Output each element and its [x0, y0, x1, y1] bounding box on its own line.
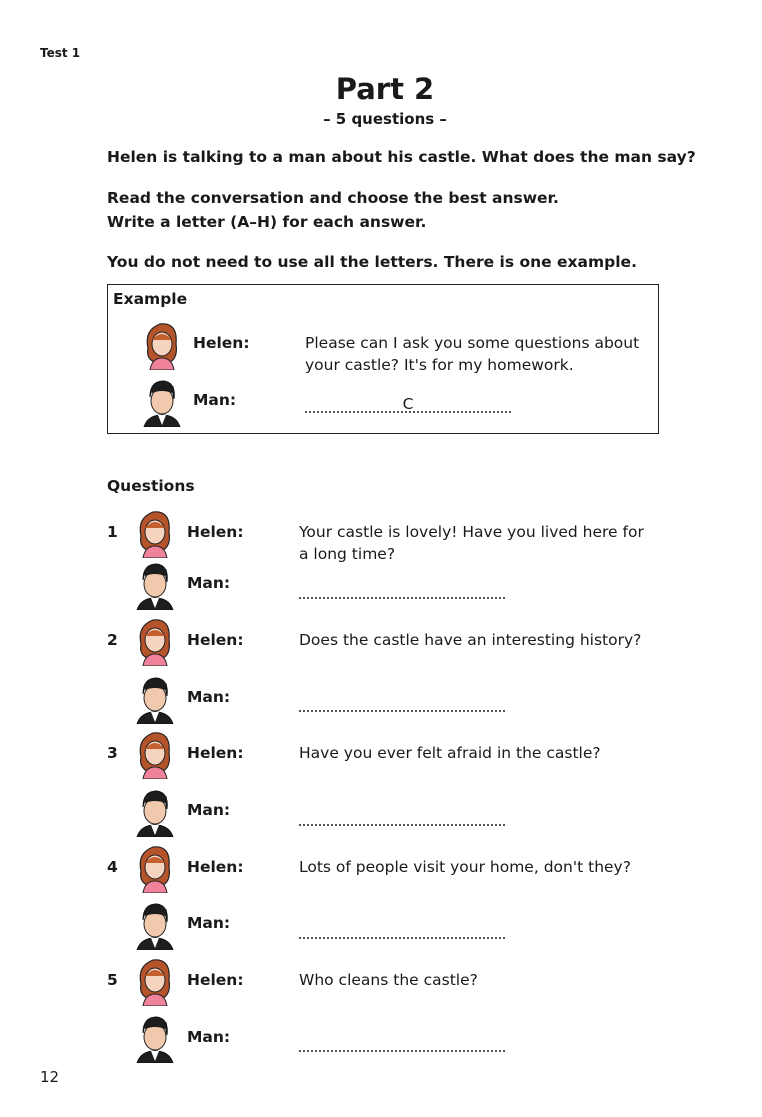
man-label: Man:	[187, 1028, 231, 1046]
helen-avatar-icon	[133, 841, 177, 893]
example-helen-line-2: your castle? It's for my homework.	[305, 356, 574, 374]
helen-question: Does the castle have an interesting history?	[299, 631, 642, 649]
answer-field[interactable]	[299, 923, 505, 939]
question-number: 4	[107, 858, 118, 876]
helen-question: Have you ever felt afraid in the castle?	[299, 744, 601, 762]
helen-question: Who cleans the castle?	[299, 971, 478, 989]
example-helen-line-1: Please can I ask you some questions about	[305, 334, 640, 352]
man-avatar-icon	[133, 672, 177, 724]
helen-label: Helen:	[187, 744, 244, 762]
helen-label: Helen:	[187, 971, 244, 989]
example-man-label: Man:	[193, 391, 237, 409]
helen-avatar-icon	[133, 506, 177, 558]
test-label: Test 1	[40, 46, 81, 60]
helen-avatar-icon	[140, 318, 184, 370]
answer-field[interactable]	[299, 583, 505, 599]
man-avatar-icon	[133, 785, 177, 837]
helen-question: Your castle is lovely! Have you lived here for a long time?	[299, 523, 644, 563]
page-subtitle: – 5 questions –	[323, 110, 447, 128]
question-number: 3	[107, 744, 118, 762]
question-number: 1	[107, 523, 118, 541]
helen-avatar-icon	[133, 954, 177, 1006]
page-title: Part 2	[335, 72, 435, 106]
page-number: 12	[40, 1068, 60, 1086]
man-label: Man:	[187, 574, 231, 592]
instruction-write: Write a letter (A–H) for each answer.	[107, 213, 427, 231]
man-avatar-icon	[133, 1011, 177, 1063]
example-heading: Example	[113, 290, 188, 308]
question-number: 2	[107, 631, 118, 649]
example-helen-label: Helen:	[193, 334, 250, 352]
helen-question: Lots of people visit your home, don't they?	[299, 858, 631, 876]
man-avatar-icon	[133, 898, 177, 950]
man-label: Man:	[187, 914, 231, 932]
instruction-read: Read the conversation and choose the best answer.	[107, 189, 559, 207]
question-number: 5	[107, 971, 118, 989]
man-avatar-icon	[133, 558, 177, 610]
answer-field[interactable]	[299, 1036, 505, 1052]
man-avatar-icon	[140, 375, 184, 427]
instruction-note: You do not need to use all the letters. There is one example.	[107, 253, 637, 271]
instruction-intro: Helen is talking to a man about his castle. What does the man say?	[107, 148, 696, 166]
helen-label: Helen:	[187, 858, 244, 876]
man-label: Man:	[187, 801, 231, 819]
questions-heading: Questions	[107, 477, 195, 495]
answer-field[interactable]	[299, 810, 505, 826]
man-label: Man:	[187, 688, 231, 706]
helen-avatar-icon	[133, 614, 177, 666]
helen-label: Helen:	[187, 631, 244, 649]
helen-label: Helen:	[187, 523, 244, 541]
example-answer: C	[305, 397, 511, 413]
answer-field[interactable]	[299, 696, 505, 712]
helen-avatar-icon	[133, 727, 177, 779]
